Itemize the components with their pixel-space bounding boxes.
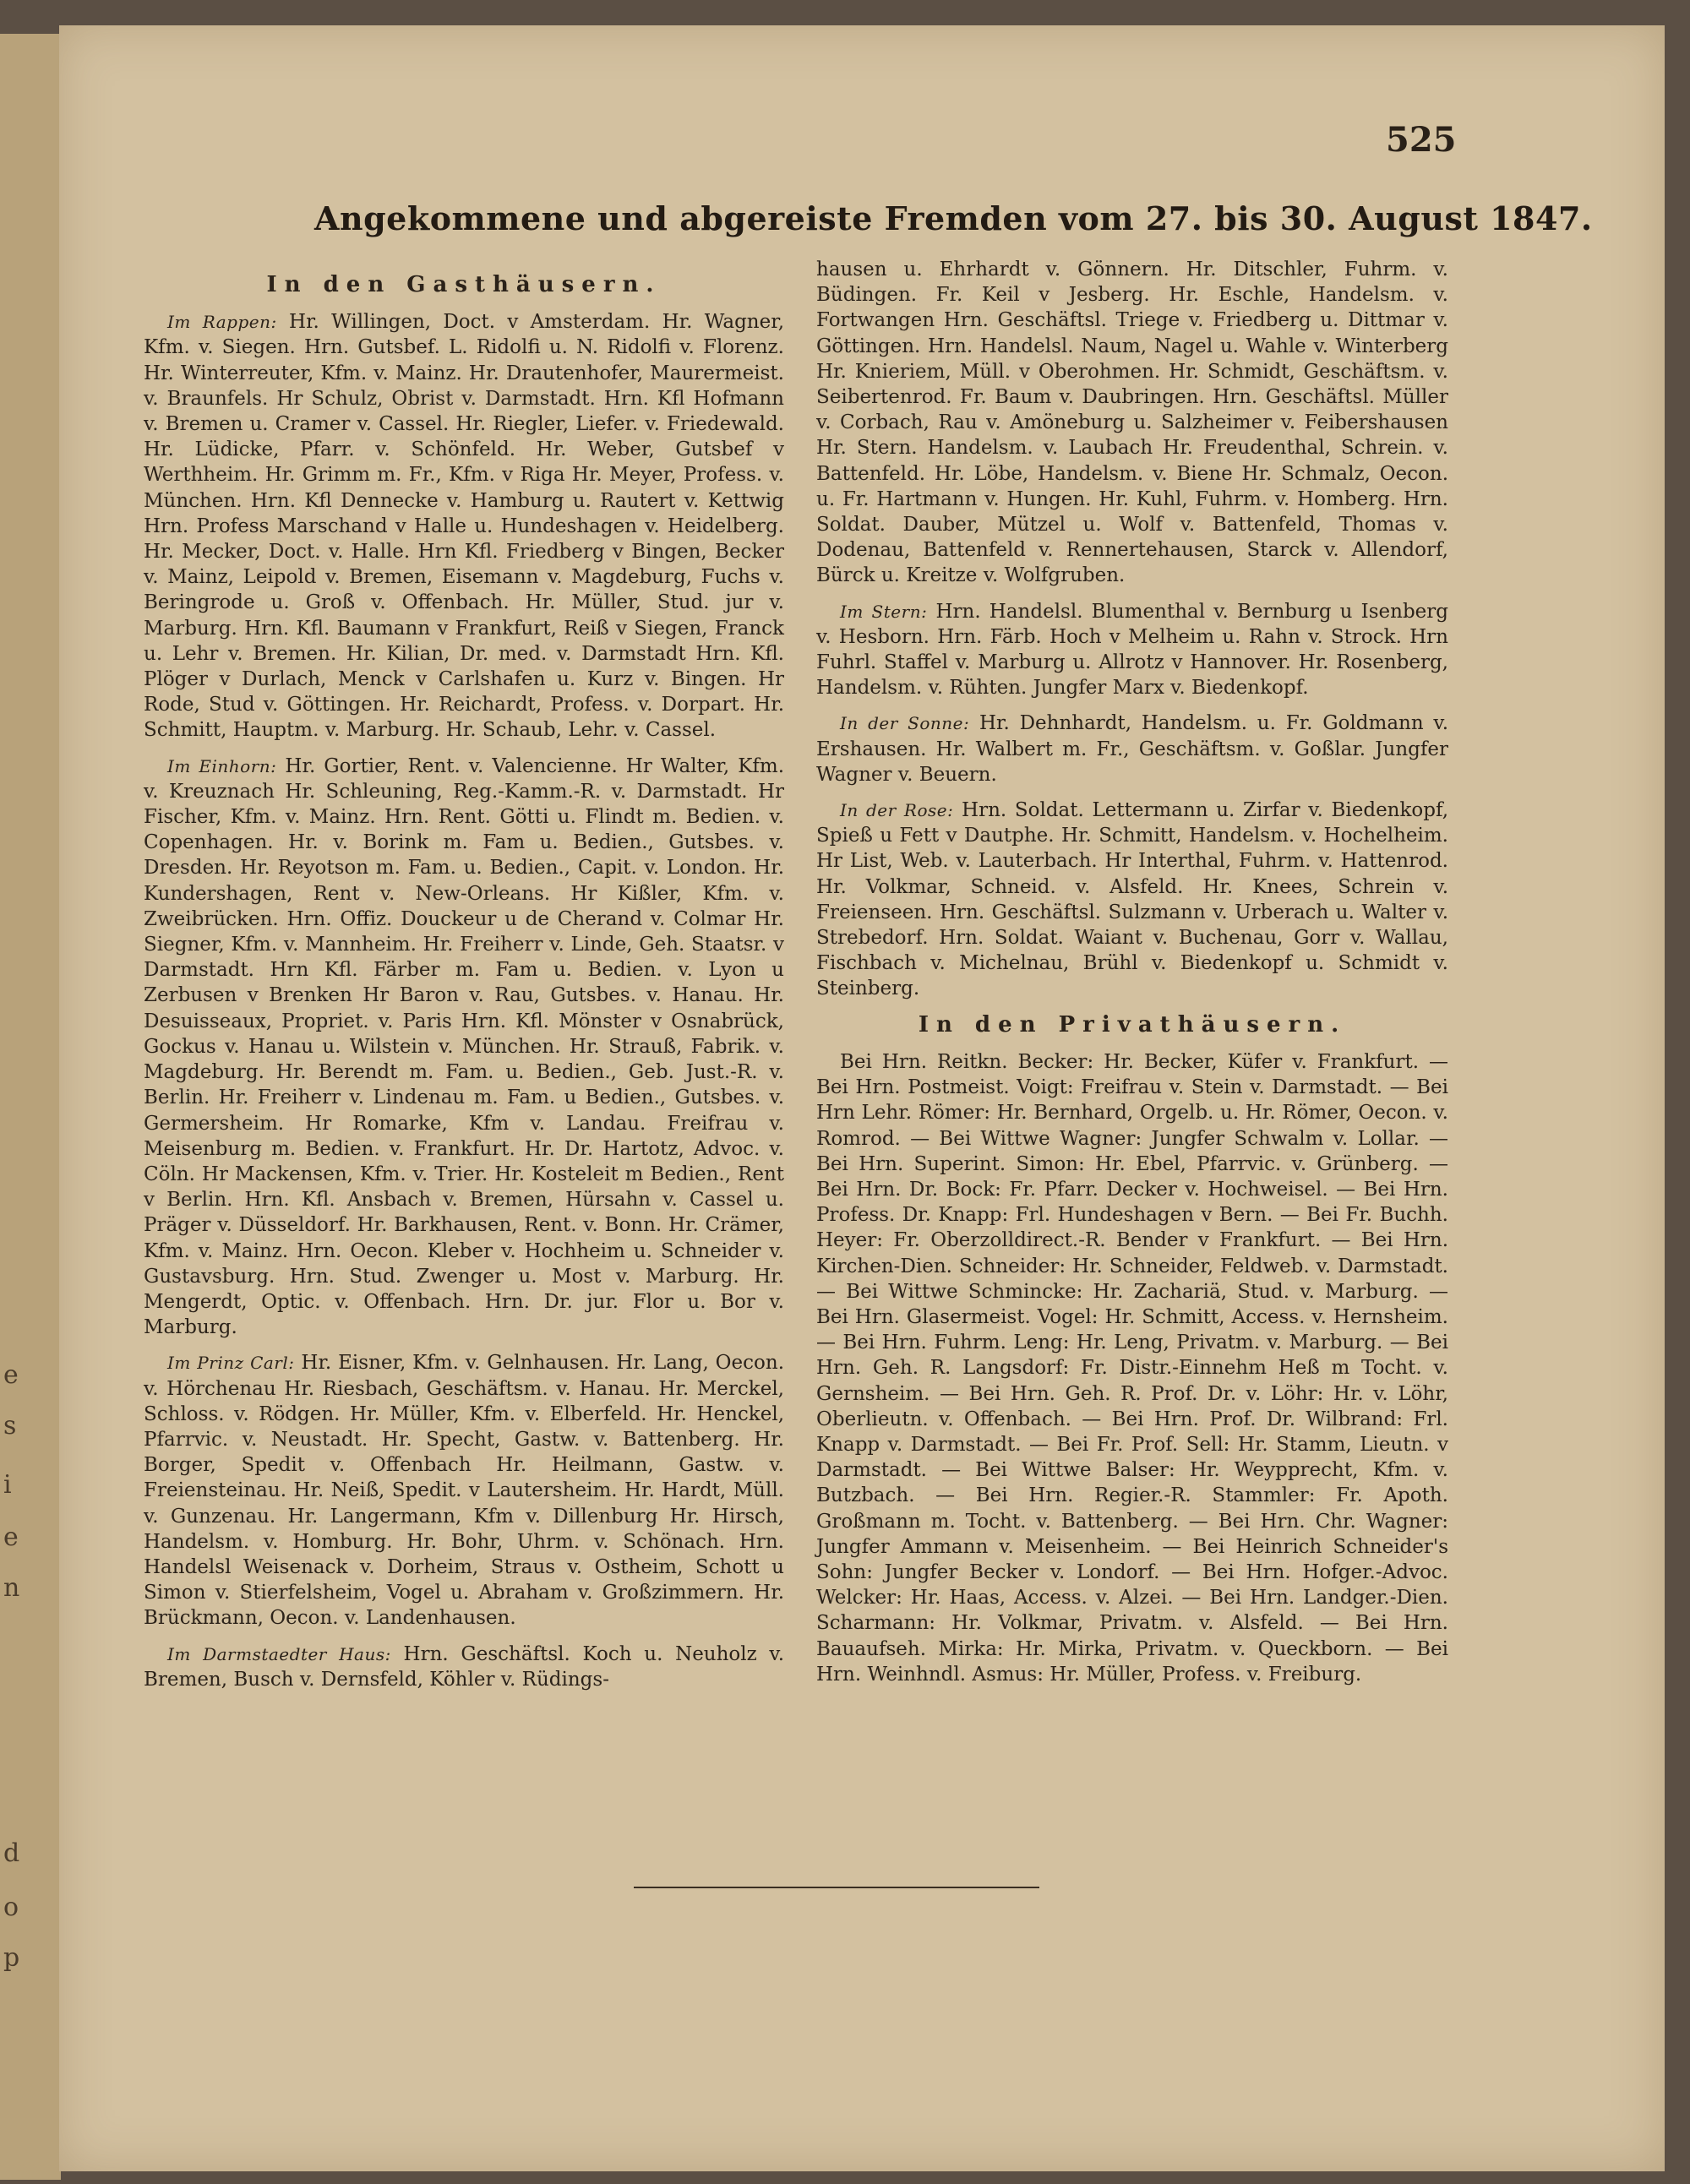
margin-fragment: o: [3, 1893, 19, 1922]
entry-location: Im Prinz Carl:: [167, 1353, 295, 1374]
entry-text: Hrn. Soldat. Lettermann u. Zirfar v. Biedenkopf, Spieß u Fett v Dautphe. Hr. Schmitt, Handelsm. v. Hochelheim. Hr List, Web. v. Lauterbach. Hr Interthal, Fuhrm. v. Hattenrod. Hr. Volkmar, Schneid. v. Alsfeld. Hr. Knees, Schrein v. Freienseen. Hrn. Geschäftsl. Sulzmann v. Urberach u. Walter v. Strebedorf. Hrn. Soldat. Waiant v. Buchenau, Gorr v. Wallau, Fischbach v. Michelnau, Brühl v. Biedenkopf u. Schmidt v. Steinberg.: [816, 799, 1449, 1000]
margin-fragment: e: [3, 1360, 19, 1390]
entry-location: In der Rose:: [840, 800, 954, 821]
entry-continuation: hausen u. Ehrhardt v. Gönnern. Hr. Ditschler, Fuhrm. v. Büdingen. Fr. Keil v Jesberg. Hr. Eschle, Handelsm. v. Fortwangen Hrn. Geschäftsl. Triege v. Friedberg u. Dittmar v. Göttingen. Hrn. Handelsl. Naum, Nagel u. Wahle v. Winterberg Hr. Knieriem, Müll. v Oberohmen. Hr. Schmidt, Geschäftsm. v. Seibertenrod. Fr. Baum v. Daubringen. Hrn. Geschäftsl. Müller v. Corbach, Rau v. Amöneburg u. Salzheimer v. Feibershausen Hr. Stern. Handelsm. v. Laubach Hr. Freudenthal, Schrein. v. Battenfeld. Hr. Löbe, Handelsm. v. Biene Hr. Schmalz, Oecon. u. Fr. Hartmann v. Hungen. Hr. Kuhl, Fuhrm. v. Homberg. Hrn. Soldat. Dauber, Mützel u. Wolf v. Battenfeld, Thomas v. Dodenau, Battenfeld v. Rennertehausen, Starck v. Allendorf, Bürck u. Kreitze v. Wolfgruben.: [816, 259, 1448, 587]
right-column: [816, 257, 1448, 1697]
entry-text: Hr. Eisner, Kfm. v. Gelnhausen. Hr. Lang, Oecon. v. Hörchenau Hr. Riesbach, Geschäftsm. v. Hanau. Hr. Merckel, Schloss. v. Rödgen. Hr. Müller, Kfm. v. Elberfeld. Hr. Henckel, Pfarrvic. v. Neustadt. Hr. Specht, Gastw. v. Battenberg. Hr. Borger, Spedit v. Offenbach Hr. Heilmann, Gastw. v. Freiensteinau. Hr. Neiß, Spedit. v Lautersheim. Hr. Hardt, Müll. v. Gunzenau. Hr. Langermann, Kfm v. Dillenburg Hr. Hirsch, Handelsm. v. Homburg. Hr. Bohr, Uhrm. v. Schönach. Hrn. Handelsl Weisenack v. Dorheim, Straus v. Ostheim, Schott u Simon v. Stierfelsheim, Vogel u. Abraham v. Großzimmern. Hr. Brückmann, Oecon. v. Landenhausen.: [144, 1352, 785, 1630]
page-title: Angekommene und abgereiste Fremden vom 27. bis 30. August 1847.: [314, 199, 1593, 237]
entry-sonne: [816, 711, 1448, 787]
entry-rappen: [144, 309, 784, 743]
margin-fragment: d: [3, 1838, 20, 1868]
entry-privathaeuser: Bei Hrn. Reitkn. Becker: Hr. Becker, Küfer v. Frankfurt. — Bei Hrn. Postmeist. Voigt: Freifrau v. Stein v. Darmstadt. — Bei Hrn Lehr. Römer: Hr. Bernhard, Orgelb. u. Hr. Römer, Oecon. v. Romrod. — Bei Wittwe Wagner: Jungfer Schwalm v. Lollar. — Bei Hrn. Superint. Simon: Hr. Ebel, Pfarrvic. v. Grünberg. — Bei Hrn. Dr. Bock: Fr. Pfarr. Decker v. Hochweisel. — Bei Hrn. Profess. Dr. Knapp: Frl. Hundeshagen v Bern. — Bei Fr. Buchh. Heyer: Fr. Oberzolldirect.-R. Bender v Frankfurt. — Bei Hrn. Kirchen-Dien. Schneider: Hr. Schneider, Feldweb. v. Darmstadt. — Bei Wittwe Schmincke: Hr. Zachariä, Stud. v. Marburg. — Bei Hrn. Glasermeist. Vogel: Hr. Schmitt, Access. v. Hernsheim. — Bei Hrn. Fuhrm. Leng: Hr. Leng, Privatm. v. Marburg. — Bei Hrn. Geh. R. Langsdorf: Fr. Distr.-Einnehm Heß m Tocht. v. Gernsheim. — Bei Hrn. Geh. R. Prof. Dr. v. Löhr: Hr. v. Löhr, Oberlieutn. v. Offenbach. — Bei Hrn. Prof. Dr. Wilbrand: Frl. Knapp v. Darmstadt. — Bei Fr. Prof. Sell: Hr. Stamm, Lieutn. v Darmstadt. — Bei Wittwe Balser: Hr. Weypprecht, Kfm. v. Butzbach. — Bei Hrn. Regier.-R. Stammler: Fr. Apoth. Großmann m. Tocht. v. Battenberg. — Bei Hrn. Chr. Wagner: Jungfer Ammann v. Meisenheim. — Bei Heinrich Schneider's Sohn: Jungfer Becker v. Londorf. — Bei Hrn. Hofger.-Advoc. Welcker: Hr. Haas, Access. v. Alzei. — Bei Hrn. Landger.-Dien. Scharmann: Hr. Volkmar, Privatm. v. Alsfeld. — Bei Hrn. Bauaufseh. Mirka: Hr. Mirka, Privatm. v. Queckborn. — Bei Hrn. Weinhndl. Asmus: Hr. Müller, Profess. v. Freiburg.: [816, 1050, 1448, 1686]
entry-location: In der Sonne:: [840, 713, 970, 734]
entry-einhorn: [144, 754, 784, 1341]
entry-location: Im Rappen:: [167, 312, 277, 333]
closing-rule: [634, 1887, 1039, 1888]
entry-text: Hr. Willingen, Doct. v Amsterdam. Hr. Wagner, Kfm. v. Siegen. Hrn. Gutsbef. L. Ridolfi u. N. Ridolfi v. Florenz. Hr. Winterreuter, Kfm. v. Mainz. Hr. Drautenhofer, Maurermeist. v. Braunfels. Hr Schulz, Obrist v. Darmstadt. Hrn. Kfl Hofmann v. Bremen u. Cramer v. Cassel. Hr. Riegler, Liefer. v. Friedewald. Hr. Lüdicke, Pfarr. v. Schönfeld. Hr. Weber, Gutsbef v Werthheim. Hr. Grimm m. Fr., Kfm. v Riga Hr. Meyer, Profess. v. München. Hrn. Kfl Dennecke v. Hamburg u. Rautert v. Kettwig Hrn. Profess Marschand v Halle u. Hundeshagen v. Heidelberg. Hr. Mecker, Doct. v. Halle. Hrn Kfl. Friedberg v Bingen, Becker v. Mainz, Leipold v. Bremen, Eisemann v. Magdeburg, Fuchs v. Beringrode u. Groß v. Offenbach. Hr. Müller, Stud. jur v. Marburg. Hrn. Kfl. Baumann v Frankfurt, Reiß v Siegen, Franck u. Lehr v. Bremen. Hr. Kilian, Dr. med. v. Darmstadt Hrn. Kfl. Plöger v Durlach, Menck v Carlshafen u. Kurz v. Bingen. Hr Rode, Stud v. Göttingen. Hr. Reichardt, Profess. v. Dorpart. Hr. Schmitt, Hauptm. v. Marburg. Hr. Schaub, Lehr. v. Cassel.: [144, 311, 785, 742]
entry-location: Im Darmstaedter Haus:: [167, 1643, 391, 1664]
entry-location: Im Einhorn:: [167, 755, 277, 776]
entry-text: Hrn. Handelsl. Blumenthal v. Bernburg u Isenberg v. Hesborn. Hrn. Färb. Hoch v Melheim u. Rahn v. Strock. Hrn Fuhrl. Staffel v. Marburg u. Allrotz v Hannover. Hr. Rosenberg, Handelsm. v. Rühten. Jungfer Marx v. Biedenkopf.: [816, 600, 1449, 700]
entry-text: Hrn. Geschäftsl. Koch u. Neuholz v. Bremen, Busch v. Dernsfeld, Köhler v. Rüdings-: [144, 1642, 785, 1691]
entry-text: Hr. Dehnhardt, Handelsm. u. Fr. Goldmann v. Ershausen. Hr. Walbert m. Fr., Geschäftsm. v. Goßlar. Jungfer Wagner v. Beuern.: [816, 712, 1449, 786]
margin-fragment: i: [3, 1470, 12, 1500]
margin-fragment: s: [3, 1411, 17, 1441]
entry-text: Hr. Gortier, Rent. v. Valencienne. Hr Walter, Kfm. v. Kreuznach Hr. Schleuning, Reg.-Kamm.-R. v. Darmstadt. Hr Fischer, Kfm. v. Mainz. Hrn. Rent. Götti u. Flindt m. Bedien. v. Copenhagen. Hr. v. Borink m. Fam u. Bedien., Gutsbes. v. Dresden. Hr. Reyotson m. Fam. u. Bedien., Capit. v. London. Hr. Kundershagen, Rent v. New-Orleans. Hr Kißler, Kfm. v. Zweibrücken. Hrn. Offiz. Douckeur u de Cherand v. Colmar Hr. Siegner, Kfm. v. Mannheim. Hr. Freiherr v. Linde, Geh. Staatsr. v Darmstadt. Hrn Kfl. Färber m. Fam u. Bedien. v. Lyon u Zerbusen v Brenken Hr Baron v. Rau, Gutsbes. v. Hanau. Hr. Desuisseaux, Propriet. v. Paris Hrn. Kfl. Mönster v Osnabrück, Gockus v. Hanau u. Wilstein v. München. Hr. Strauß, Fabrik. v. Magdeburg. Hr. Berendt m. Fam. u. Bedien., Geb. Just.-R. v. Berlin. Hr. Freiherr v. Lindenau m. Fam. u Bedien., Gutsbes. v. Germersheim. Hr Romarke, Kfm v. Landau. Freifrau v. Meisenburg m. Bedien. v. Frankfurt. Hr. Dr. Hartotz, Advoc. v. Cöln. Hr Mackensen, Kfm. v. Trier. Hr. Kosteleit m Bedien., Rent v Berlin. Hrn. Kfl. Ansbach v. Bremen, Hürsahn v. Cassel u. Präger v. Düsseldorf. Hr. Barkhausen, Rent. v. Bonn. Hr. Crämer, Kfm. v. Mainz. Hrn. Oecon. Kleber v. Hochheim u. Schneider v. Gustavsburg. Hrn. Stud. Zwenger u. Most v. Marburg. Hr. Mengerdt, Optic. v. Offenbach. Hrn. Dr. jur. Flor u. Bor v. Marburg.: [144, 754, 785, 1339]
section-heading-gasthaeuser: In den Gasthäusern.: [266, 272, 662, 297]
entry-location: Im Stern:: [840, 601, 928, 622]
entry-prinz-carl: [144, 1350, 784, 1631]
left-column: [144, 269, 784, 1702]
adjacent-page-strip: [0, 34, 61, 2180]
margin-fragment: e: [3, 1522, 19, 1552]
margin-fragment: p: [3, 1943, 20, 1973]
entry-rose: [816, 798, 1448, 1002]
section-heading-privathaeuser: In den Privathäusern.: [918, 1011, 1347, 1038]
entry-darmstaedter-haus: [144, 1642, 784, 1692]
entry-stern: [816, 599, 1448, 701]
margin-fragment: n: [3, 1573, 20, 1603]
page-number: 525: [1386, 120, 1457, 160]
